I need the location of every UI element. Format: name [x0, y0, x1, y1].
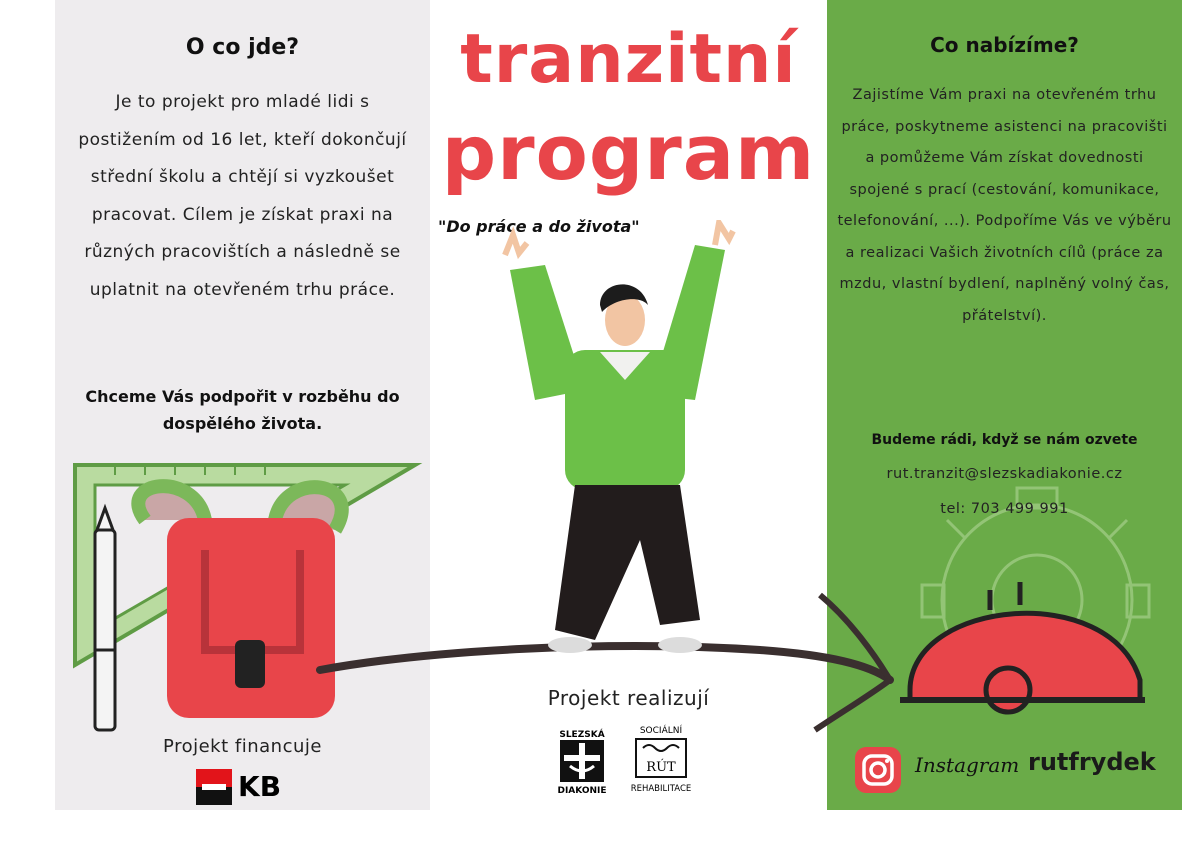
left-description: Je to projekt pro mladé lidi s postižením od 16 let, kteří dokončují střední školu a chtějí si vyzkoušet pracovat. Cílem je získat praxi na různých pracovištích a následně se uplatnit na otevřeném trhu práce.: [78, 92, 407, 300]
instagram-icon[interactable]: [853, 745, 903, 795]
instagram-handle[interactable]: rutfrydek: [1028, 748, 1156, 776]
contact-heading: Budeme rádi, když se nám ozvete: [871, 432, 1138, 448]
tagline: "Do práce a do života": [438, 217, 640, 236]
contact-email[interactable]: rut.tranzit@slezskadiakonie.cz: [886, 466, 1123, 482]
right-heading: Co nabízíme?: [930, 33, 1079, 57]
kb-logo-icon: [196, 769, 232, 805]
instagram-label: Instagram: [915, 753, 1020, 777]
person-illustration: [490, 220, 750, 670]
left-emphasis: Chceme Vás podpořit v rozběhu do dospělého života.: [85, 387, 400, 433]
kb-logo-text: KB: [238, 770, 282, 803]
contact-phone[interactable]: tel: 703 499 991: [940, 501, 1069, 517]
left-heading: O co jde?: [185, 35, 300, 60]
title-line-2: program: [441, 108, 816, 197]
right-description: Zajistíme Vám praxi na otevřeném trhu práce, poskytneme asistenci na pracovišti a pomůžeme Vám získat dovednosti spojené s prací (cestování, komunikace, telefonování, ...). Podpoříme Vás ve výběru a realizaci Vašich životních cílů (práce za mzdu, vlastní bydlení, naplněný volný čas, přátelství).: [837, 87, 1172, 324]
title-line-1: tranzitní: [460, 20, 797, 99]
diakonie-cross-icon: [560, 740, 604, 782]
hard-hat-illustration: [890, 560, 1150, 740]
slezska-diakonie-line2: DIAKONIE: [557, 786, 607, 796]
rut-logo: [622, 726, 700, 794]
slezska-diakonie-logo: [554, 730, 610, 796]
slezska-diakonie-line1: SLEZSKÁ: [559, 730, 605, 740]
rut-logo-line1: SOCIÁLNÍ: [639, 726, 683, 736]
funding-label: Projekt financuje: [163, 736, 322, 757]
rut-logo-line3: REHABILITACE: [630, 784, 692, 794]
rut-logo-line2: RÚT: [646, 760, 676, 775]
realizers-label: Projekt realizují: [547, 686, 710, 710]
